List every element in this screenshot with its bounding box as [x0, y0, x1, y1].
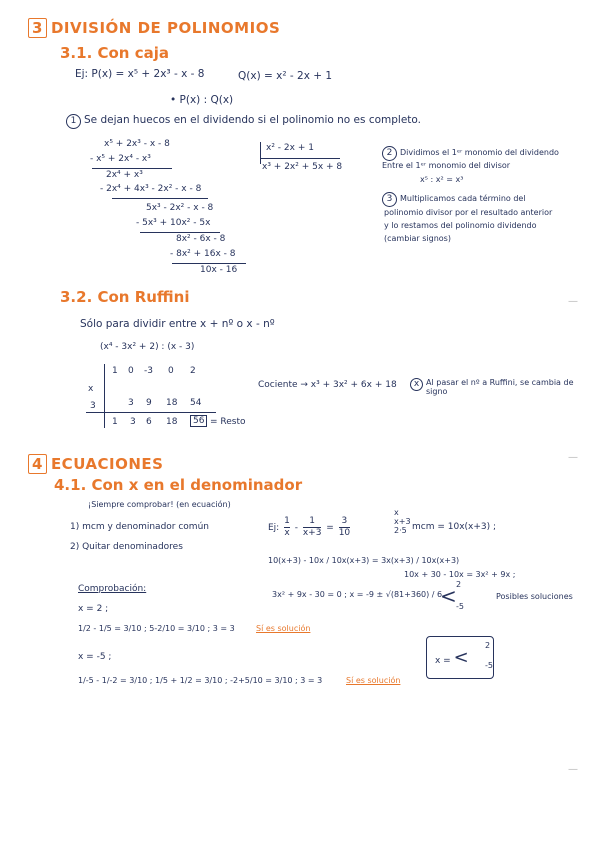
- step-2-number: 2: [382, 146, 397, 161]
- fraction: $\frac{1}{x+3}$: [302, 516, 322, 538]
- check-case-2: x = -5 ;: [78, 652, 112, 662]
- step-3-line: Multiplicamos cada término del: [400, 194, 526, 203]
- divisor-box-left: [260, 142, 261, 164]
- mcm-factors: [394, 508, 411, 535]
- section-3-heading: [28, 18, 280, 38]
- step-1-number: 1: [66, 114, 81, 129]
- ruffini-mid-4: 54: [190, 398, 202, 408]
- division-remainder: 10x - 16: [200, 265, 238, 275]
- ruffini-top-2: 0: [128, 366, 134, 376]
- division-rule: [172, 263, 246, 264]
- ruffini-horizontal-rule: [86, 412, 216, 413]
- mcm-factor: x+3: [394, 517, 411, 526]
- step-2: [382, 146, 559, 161]
- division-row-2: - x⁵ + 2x⁴ - x³: [90, 154, 151, 164]
- quotient: x³ + 2x² + 5x + 8: [262, 162, 343, 172]
- final-solution-box: [426, 636, 494, 679]
- section-title: DIVISIÓN DE POLINOMIOS: [50, 19, 281, 37]
- division-rule: [112, 198, 208, 199]
- ruffini-cross-mark: x: [88, 384, 94, 394]
- subsection-3-2-title: 3.2. Con Ruffini: [60, 288, 190, 306]
- step-3: [382, 192, 526, 207]
- divisor-polynomial: Q(x) = x² - 2x + 1: [238, 70, 333, 82]
- final-x-label: x =: [435, 656, 451, 666]
- ruffini-bot-1: 1: [112, 417, 118, 427]
- always-check: ¡Siempre comprobar! (en ecuación): [88, 500, 231, 509]
- ruffini-sign-note: [410, 378, 576, 396]
- division-row-6: - 5x³ + 10x² - 5x: [136, 218, 211, 228]
- division-row-7: 8x² - 6x - 8: [176, 234, 226, 244]
- final-root-1: 2: [485, 641, 491, 650]
- equation-example: Ej: $\frac{1}{x}$ - $\frac{1}{x+3}$ = $\frac{3}{10}$: [268, 516, 351, 538]
- subsection-4-1-title: 4.1. Con x en el denominador: [54, 476, 303, 494]
- subsection-3-1-title: 3.1. Con caja: [60, 44, 169, 62]
- check-2: 1/-5 - 1/-2 = 3/10 ; 1/5 + 1/2 = 3/10 ; -2+5/10 = 3/10 ; 3 = 3: [78, 676, 323, 685]
- step-3-line: (cambiar signos): [384, 234, 451, 243]
- step-3-number: 3: [382, 192, 397, 207]
- ruffini-bot-3: 6: [146, 417, 152, 427]
- ruffini-expression: (x⁴ - 3x² + 2) : (x - 3): [100, 342, 195, 352]
- step-remove-denominators: 2) Quitar denominadores: [70, 542, 183, 552]
- mcm-factor: x: [394, 508, 399, 517]
- ruffini-quotient: Cociente → x³ + 3x² + 6x + 18: [258, 380, 397, 390]
- step-3-line: polinomio divisor por el resultado anterior: [384, 208, 553, 217]
- root-2: -5: [456, 602, 464, 611]
- ruffini-vertical-rule: [104, 364, 105, 428]
- solution-1-label: Sí es solución: [256, 624, 311, 633]
- division-row-1: x⁵ + 2x³ - x - 8: [104, 139, 170, 149]
- ruffini-bot-4: 18: [166, 417, 178, 427]
- ruffini-remainder: 56: [190, 415, 207, 427]
- margin-mark: —: [568, 764, 578, 775]
- division-question: • P(x) : Q(x): [170, 94, 234, 106]
- division-rule: [140, 232, 220, 233]
- section-number-box: 3: [28, 18, 47, 38]
- check-1: 1/2 - 1/5 = 3/10 ; 5-2/10 = 3/10 ; 3 = 3: [78, 624, 235, 633]
- step-3-line: y lo restamos del polinomio dividendo: [384, 221, 537, 230]
- final-root-2: -5: [485, 661, 493, 670]
- step-2-line: x⁵ : x² = x³: [420, 175, 464, 184]
- ruffini-mid-1: 3: [128, 398, 134, 408]
- root-1: 2: [456, 580, 462, 589]
- ruffini-mid-2: 9: [146, 398, 152, 408]
- final-brace: <: [453, 647, 469, 668]
- step-1-text: Se dejan huecos en el dividendo si el polinomio no es completo.: [84, 114, 421, 126]
- divisor-box-bottom: [260, 158, 340, 159]
- mcm-factor: 2·5: [394, 526, 407, 535]
- divisor-in-box: x² - 2x + 1: [266, 143, 314, 153]
- equation-expanded: 10x + 30 - 10x = 3x² + 9x ;: [404, 570, 516, 579]
- solution-2-label: Sí es solución: [346, 676, 401, 685]
- ruffini-bot-2: 3: [130, 417, 136, 427]
- ruffini-mid-3: 18: [166, 398, 178, 408]
- check-case-1: x = 2 ;: [78, 604, 109, 614]
- ruffini-rest-label: = Resto: [210, 417, 246, 427]
- comprobacion-title: Comprobación:: [78, 584, 147, 594]
- fraction: $\frac{3}{10}$: [338, 516, 351, 538]
- division-row-8: - 8x² + 16x - 8: [170, 249, 236, 259]
- ruffini-top-1: 1: [112, 366, 118, 376]
- roots-brace: <: [440, 584, 457, 608]
- section-4-heading: [28, 454, 163, 474]
- division-row-5: 5x³ - 2x² - x - 8: [146, 203, 214, 213]
- section-number-box: 4: [28, 454, 47, 474]
- ruffini-divisor: 3: [90, 401, 96, 411]
- division-row-4: - 2x⁴ + 4x³ - 2x² - x - 8: [100, 184, 202, 194]
- margin-mark: —: [568, 452, 578, 463]
- equation-common-denominator: 10(x+3) - 10x / 10x(x+3) = 3x(x+3) / 10x(x+3): [268, 556, 460, 565]
- step-2-line: Entre el 1ᵉʳ monomio del divisor: [382, 161, 511, 170]
- step-mcm: 1) mcm y denominador común: [70, 522, 209, 532]
- step-2-line: Dividimos el 1ᵉʳ monomio del dividendo: [400, 148, 559, 157]
- quadratic-equation: 3x² + 9x - 30 = 0 ; x = -9 ± √(81+360) / 6: [272, 590, 443, 599]
- division-rule: [92, 168, 172, 169]
- example-polynomial: Ej: P(x) = x⁵ + 2x³ - x - 8: [75, 68, 205, 80]
- ruffini-top-5: 2: [190, 366, 196, 376]
- example-label: Ej:: [268, 523, 280, 533]
- note-text: Al pasar el nº a Ruffini, se cambia de signo: [426, 378, 574, 396]
- ruffini-top-4: 0: [168, 366, 174, 376]
- fraction: $\frac{1}{x}$: [284, 516, 290, 538]
- ruffini-description: Sólo para dividir entre x + nº o x - nº: [80, 318, 275, 330]
- division-row-3: 2x⁴ + x³: [106, 170, 143, 180]
- possible-solutions-label: Posibles soluciones: [496, 592, 573, 601]
- step-1: [66, 114, 421, 129]
- section-title: ECUACIONES: [50, 455, 164, 473]
- note-mark-circle: x: [410, 378, 423, 391]
- ruffini-top-3: -3: [144, 366, 153, 376]
- mcm-result: mcm = 10x(x+3) ;: [412, 522, 497, 532]
- margin-mark: —: [568, 296, 578, 307]
